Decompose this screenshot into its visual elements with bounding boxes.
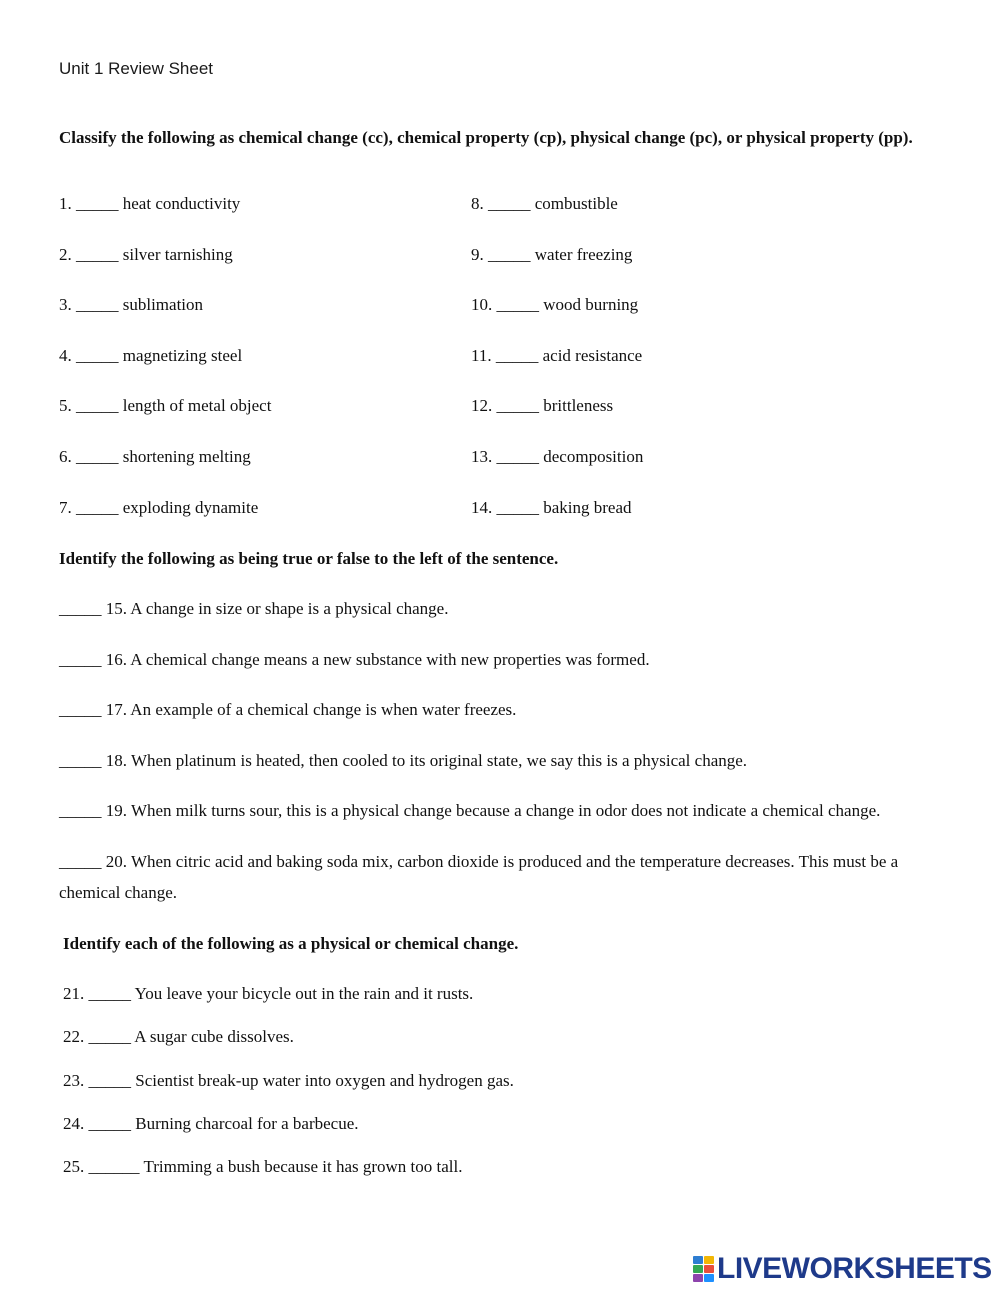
section2-item-19: _____ 19. When milk turns sour, this is a physical change because a change in odor does not indicate a chemical change. [59,801,881,820]
section2-item-17: _____ 17. An example of a chemical change is when water freezes. [59,700,517,719]
section1-item-9: 9. _____ water freezing [471,245,633,264]
section1-item-5: 5. _____ length of metal object [59,396,272,415]
section2-item-15: _____ 15. A change in size or shape is a physical change. [59,599,449,618]
section1-item-1: 1. _____ heat conductivity [59,194,241,213]
section1-item-13: 13. _____ decomposition [471,447,644,466]
section3-item-21: 21. _____ You leave your bicycle out in the rain and it rusts. [63,984,474,1003]
section1-item-7: 7. _____ exploding dynamite [59,498,259,517]
section3-item-24: 24. _____ Burning charcoal for a barbecue. [63,1114,359,1133]
section1-item-4: 4. _____ magnetizing steel [59,346,243,365]
logo-text: LIVEWORKSHEETS [717,1252,992,1285]
section1-item-8: 8. _____ combustible [471,194,618,213]
section3-instruction: Identify each of the following as a physical or chemical change. [63,934,519,953]
section1-item-11: 11. _____ acid resistance [471,346,643,365]
section1-item-14: 14. _____ baking bread [471,498,632,517]
section1-item-2: 2. _____ silver tarnishing [59,245,233,264]
section3-item-25: 25. ______ Trimming a bush because it has grown too tall. [63,1157,463,1176]
section1-item-3: 3. _____ sublimation [59,295,204,314]
section2-instruction: Identify the following as being true or false to the left of the sentence. [59,549,559,568]
section1-item-6: 6. _____ shortening melting [59,447,251,466]
section1-item-12: 12. _____ brittleness [471,396,614,415]
liveworksheets-logo-mark-icon [693,1256,715,1282]
section2-item-16: _____ 16. A chemical change means a new substance with new properties was formed. [59,650,650,669]
liveworksheets-logo [693,1254,992,1284]
section2-item-20: _____ 20. When citric acid and baking soda mix, carbon dioxide is produced and the temperature decreases. This must be a chemical change. [59,852,899,902]
section2-item-18: _____ 18. When platinum is heated, then cooled to its original state, we say this is a physical change. [59,751,748,770]
section1-instruction: Classify the following as chemical change (cc), chemical property (cp), physical change (pc), or physical property (pp). [59,128,913,147]
page-title: Unit 1 Review Sheet [59,59,214,78]
section1-item-10: 10. _____ wood burning [471,295,639,314]
section3-item-23: 23. _____ Scientist break-up water into oxygen and hydrogen gas. [63,1071,514,1090]
section3-item-22: 22. _____ A sugar cube dissolves. [63,1027,294,1046]
